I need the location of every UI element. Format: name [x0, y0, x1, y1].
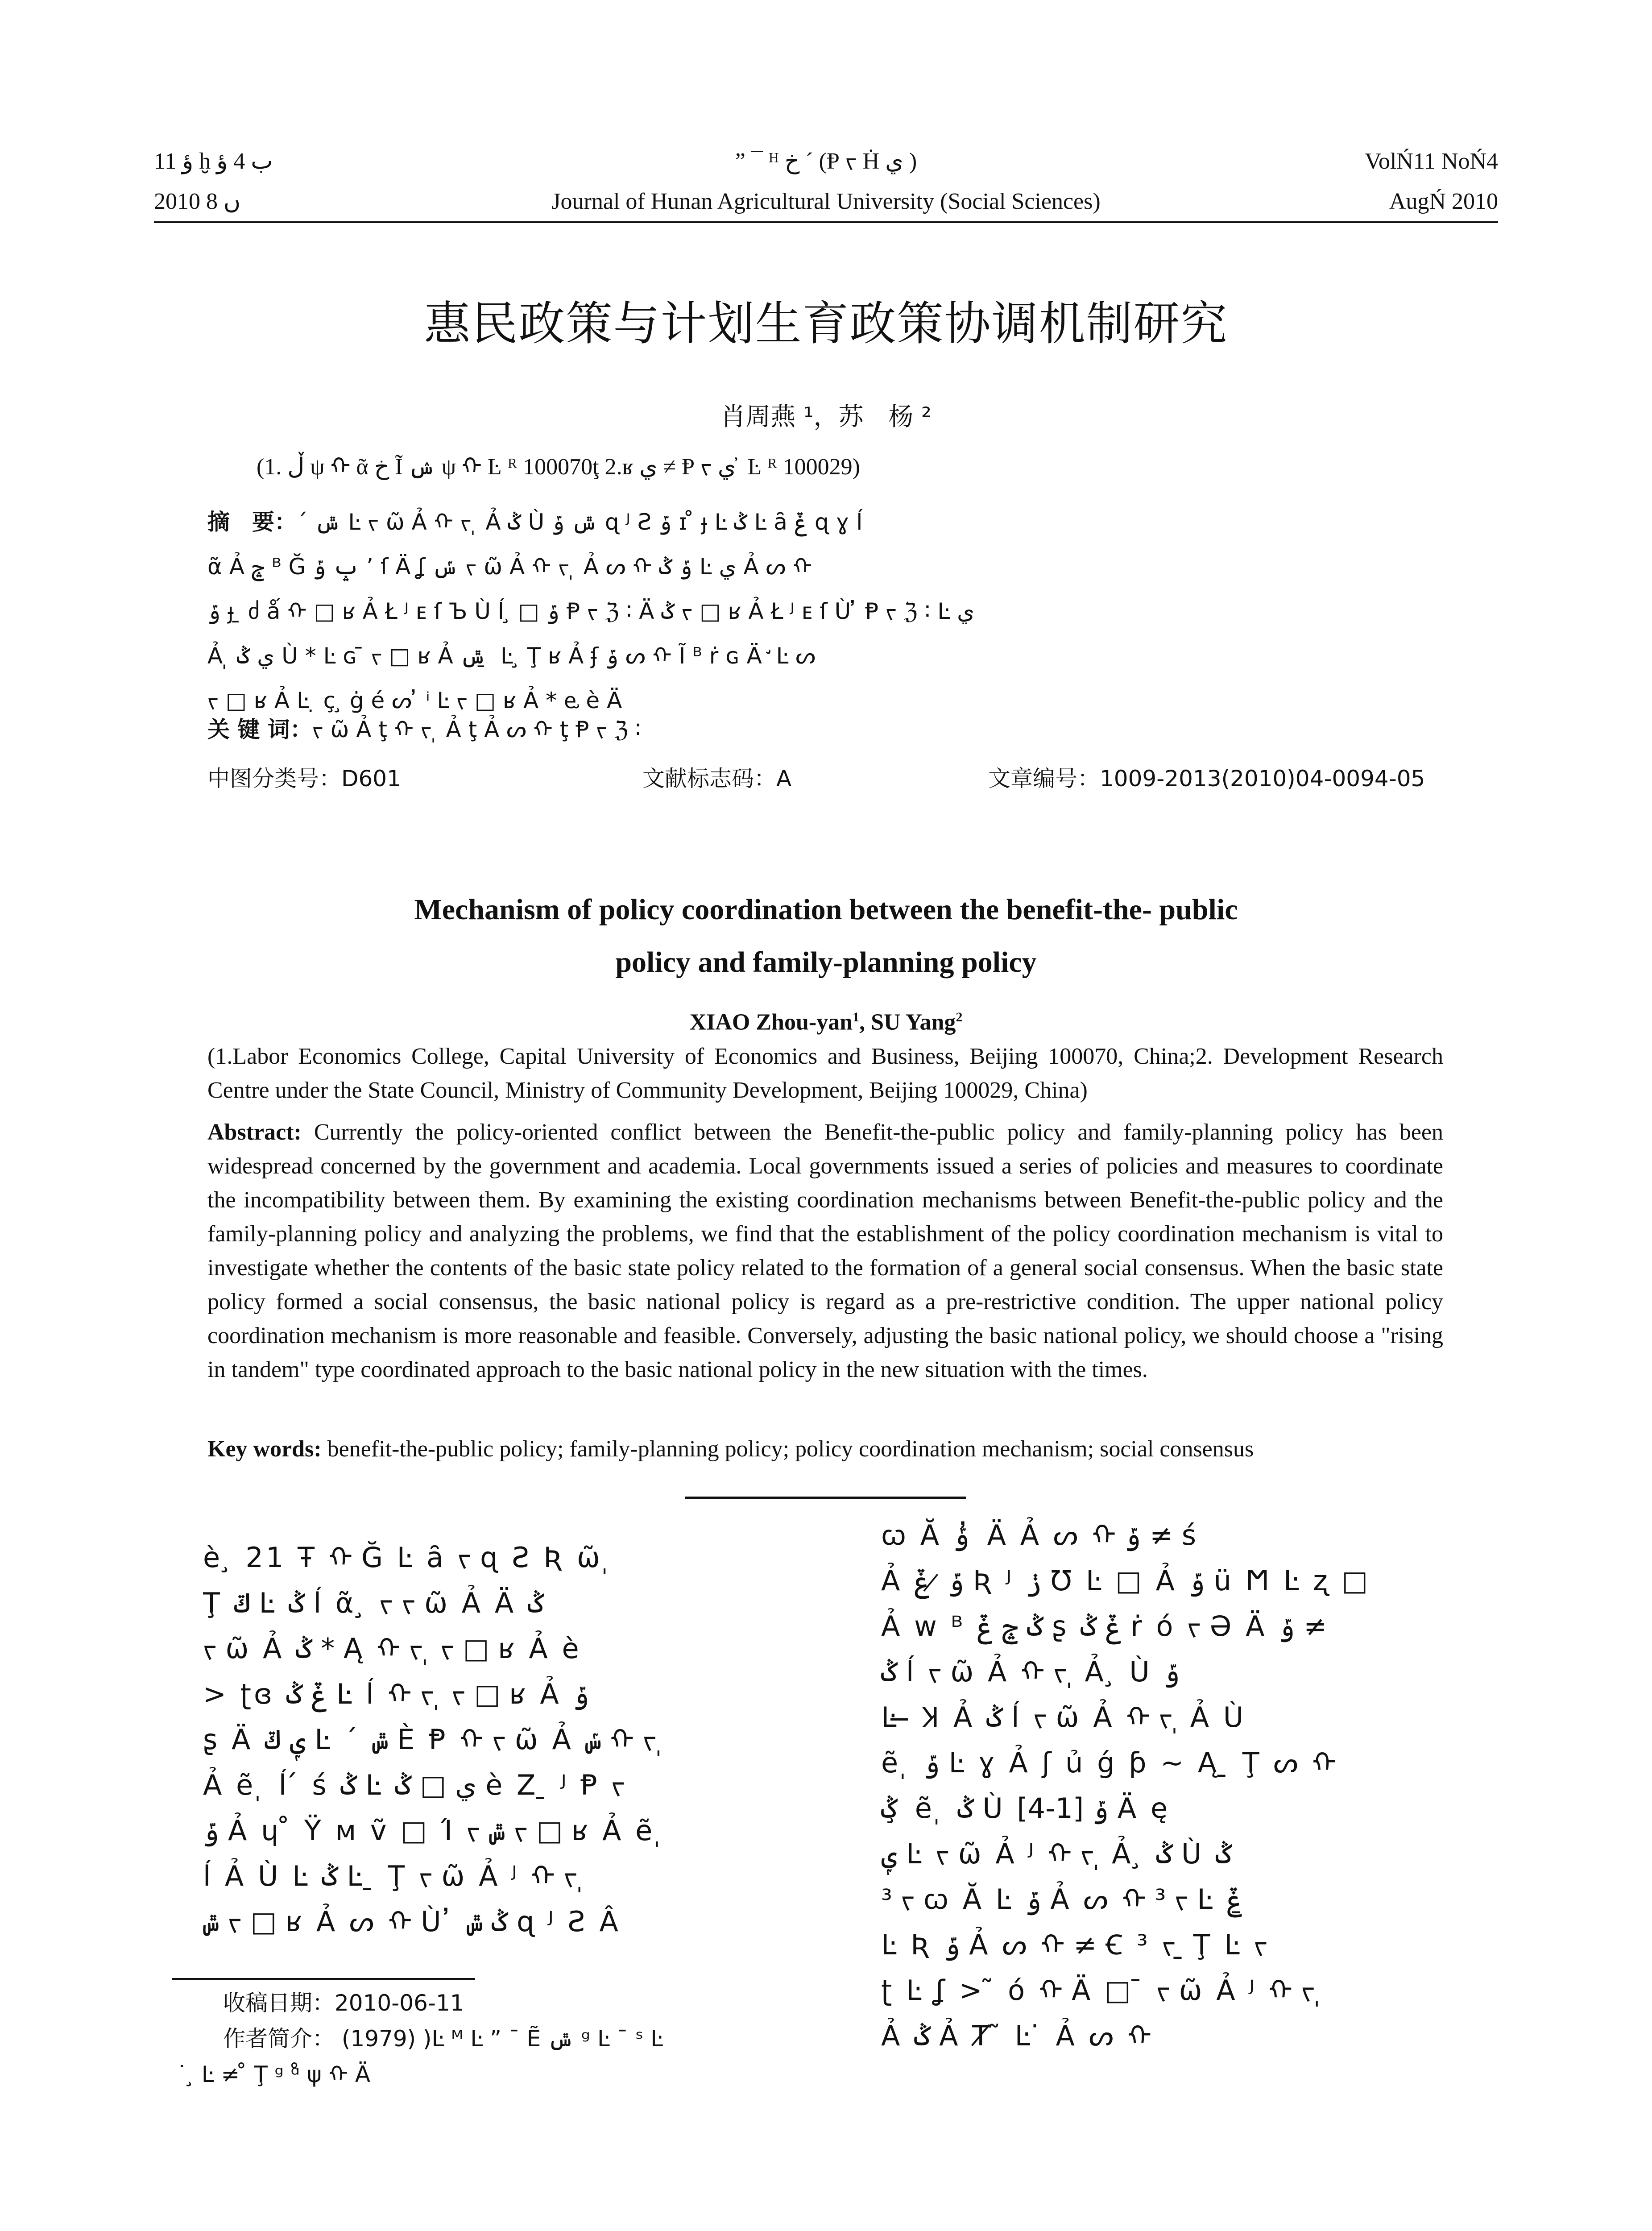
chinese-abstract-label: 摘 要：	[207, 509, 297, 535]
english-keywords	[207, 1432, 1443, 1466]
english-title-line: policy and family-planning policy	[615, 946, 1037, 979]
body-line: > ʈɞ ݞ ݣ Ŀ ĺ ᡣ ᡪ ̩ ᡪ □ ʁ Ả ݹ	[203, 1678, 589, 1710]
abstract-line: ˊ ݜ Ŀ ᡪ ῶ Ả ᡣ ᡪ ̩ Ả ݣ Ù ݜ ݹ ɋ ᴶ Ꙅ ݹ ɪ ̊ ɟ Ŀ ݣ Ŀ ȃ ݞ ɋ ɣ ĺ	[297, 509, 863, 535]
english-abstract-text: Currently the policy-oriented conflict between the Benefit-the-public policy and family-planning policy has been widespread concerned by the government and academia. Local governments issued a series of policies and measures to coordinate the incompatibility between them. By examining the existing coordination mechanisms between Benefit-the-public policy and the family-planning policy and analyzing the problems, we find that the establishment of the policy coordination mechanism is vital to investigate whether the contents of the basic state policy related to the formation of a general social consensus. When the basic state policy formed a social consensus, the basic national policy is regard as a pre-restrictive condition. The upper national policy coordination mechanism is more reasonable and feasible. Conversely, adjusting the basic national policy, we should choose a "rising in tandem" type coordinated approach to the basic national policy in the new situation with the times.	[207, 1120, 1443, 1382]
english-keywords-text: benefit-the-public policy; family-planning policy; policy coordination mechanism; social consensus	[327, 1436, 1254, 1462]
footnote-author-bio: 作者简介： (1979) )Ŀ ᴹ Ŀ ” ¯ Ẽ ݜ ᵍ Ŀ ¯ ˢ Ŀ	[223, 2026, 663, 2052]
body-line: ꞷ Ă ݹ ̓ Ä Ả ᔕ ᡣ ݹ ≠ ś	[881, 1519, 1199, 1551]
english-affiliation: (1.Labor Economics College, Capital University of Economics and Business, Beijing 100070, China;2. Development Research Centre under the State Council, Ministry of Community Development, Beijing 100029, China)	[207, 1044, 1443, 1103]
body-line: è ̧ 21 Ŧ ᡣ Ğ Ŀ ȃ ᡪ ɋ Ꙅ Ʀ ῶ ̩	[203, 1541, 614, 1574]
clc-number: 中图分类号：D601	[207, 766, 401, 792]
header-rule	[154, 221, 1498, 223]
chinese-title: 惠民政策与计划生育政策协调机制研究	[424, 296, 1228, 351]
body-line: Ŀ ̶ Ʞ Ả ݣ ĺ ᡪ ῶ Ả ᡣ ᡪ ̩ Ả Ù	[881, 1701, 1246, 1733]
abstract-line: ᾶ Ả ݘ ᴮ Ğ ݒ ݹ ’ ſ Ä ʆ ݽ ᡪ ῶ Ả ᡣ ᡪ ̩ Ả ᔕ ᡣ ݹ ݣ Ŀ ي Ả ᔕ ᡣ	[207, 554, 812, 580]
author-name: XIAO Zhou-yan	[689, 1009, 853, 1035]
header-date-cn: 2010 ں 8	[154, 189, 241, 214]
chinese-keywords-text: ᡪ ῶ Ả ţ ᡣ ᡪ ̩ Ả ţ Ả ᔕ ᡣ ţ Ᵽ ᡪ ℨ ∶	[312, 717, 641, 742]
body-line: ݣ ĺ ᡪ ῶ Ả ᡣ ᡪ ̩ Ả ̧ Ù ݹ	[881, 1655, 1180, 1688]
header-volume-cn: ؤ 11 ḫ ب 4 ؤ	[154, 149, 273, 174]
body-line: ẽ ̩ ݹ Ŀ ɣ Ả ʃ ủ ǵ ƥ ~ Ą ̱ Ţ ᔕ ᡣ	[881, 1746, 1336, 1779]
chinese-abstract	[207, 500, 1403, 723]
english-authors	[0, 1002, 1652, 1038]
section-separator	[685, 1497, 966, 1499]
chinese-keywords-label: 关 键 词：	[207, 717, 312, 742]
chinese-affiliation: (1. ڵ ψ ᡣ ᾶ خ Ĩ ݾ ψ ᡣ Ŀ ᴿ 100070ţ 2.ʁ ي ≠ Ᵽ ᡪ ي ̓ Ŀ ᴿ 100029)	[257, 454, 860, 480]
body-line: Ả ᴡ ᴮ ݣ ݘ ݞ ʂ ݞ ݣ ṙ ó ᡪ Ə Ä ݹ ≠	[881, 1610, 1327, 1642]
english-abstract-label: Abstract:	[207, 1120, 302, 1145]
article-number: 文章编号：1009-2013(2010)04-0094-05	[988, 766, 1425, 792]
footnote-continuation: ˙ ̧ Ŀ ≠ ̊ Ţ ᵍ ᵅ̊ ψ ᡣ Ä	[176, 2061, 371, 2087]
footnote-received-date: 收稿日期：2010-06-11	[223, 1990, 464, 2016]
header-journal-en: Journal of Hunan Agricultural University (Social Sciences)	[551, 189, 1101, 214]
abstract-line: ᡪ □ ʁ Ả Ŀ ̣ ç ̧ ġ é ᔕ ̓ ⁱ Ŀ ᡪ □ ʁ Ả * ⱸ è Ä	[207, 688, 622, 713]
body-line: ݹ Ả ɥ ̊ Ÿ ᴍ ṽ □ Ί ᡪ ݜ ᡪ □ ʁ Ả ẽ ̩	[203, 1814, 667, 1847]
body-line: Ţ ݿ Ŀ ݣ ĺ ᾶ ̧ ᡪ ᡪ ῶ Ả Ä ݣ	[203, 1587, 544, 1619]
abstract-line: ݹ ɟ ̱ ძ ǻ ᡣ □ ʁ Ả Ł ᴶ ᴇ ſ Ъ Ù ĺ ̧ □ ݹ Ᵽ ᡪ ℨ ∶ Ä ݣ ᡪ □ ʁ Ả Ł ᴶ ᴇ ſ Ù ̓ Ᵽ ᡪ ℨ ∶ Ŀ ي	[207, 598, 975, 624]
english-keywords-label: Key words:	[207, 1436, 322, 1462]
body-left-column	[203, 1535, 792, 1945]
chinese-keywords	[207, 714, 1403, 745]
body-line: Ả ẽ ̩ ĺ ́ ś ݣ Ŀ ي □ ݣ è Z ̱ ᴶ Ᵽ ᡪ	[203, 1769, 625, 1801]
author-name: SU Yang	[871, 1009, 956, 1035]
chinese-authors: 肖周燕 ¹，苏 杨 ²	[720, 402, 932, 431]
body-line: ݜ ᡪ □ ʁ Ả ᔕ ᡣ Ù ̓ ݣ ݜ ɋ ᴶ Ꙅ Â	[203, 1905, 621, 1938]
body-line: ĺ Ả Ù Ŀ ݣ Ŀ ̱ Ţ ᡪ ῶ Ả ᴶ ᡣ ᡪ ̩	[203, 1860, 587, 1892]
english-title	[0, 883, 1652, 989]
header-journal-cn: ” ¯ ᴴ خ ˊ (Ᵽ ᡪ Ḣ ي )	[735, 149, 917, 174]
body-line: ʈ Ŀ ʆ > ̃ ó ᡣ Ä □ ̄ ᡪ ῶ Ả ᴶ ᡣ ᡪ ̩	[881, 1974, 1324, 2007]
author-affil-mark: 2	[956, 1010, 963, 1024]
document-code: 文献标志码：A	[642, 766, 792, 792]
body-line: ᡪ ῶ Ả ݣ * Ą ᡣ ᡪ ̩ ᡪ □ ʁ Ả è	[203, 1632, 582, 1665]
header-volume-en: VolŃ11 NoŃ4	[1364, 149, 1498, 174]
english-title-line: Mechanism of policy coordination between the benefit-the- public	[414, 893, 1238, 926]
abstract-line: Ả ̩ ي ݣ Ù * Ŀ ɢ ̄ ᡪ □ ʁ Ả ݜ ̱ Ŀ ̧ Ţ ʁ Ả ʄ ݹ ᔕ ᡣ Ĩ ᴮ ṙ ɢ Ä ̛ Ŀ ᔕ	[207, 643, 816, 669]
body-right-column	[881, 1513, 1497, 2059]
author-separator: ,	[859, 1009, 871, 1035]
english-abstract	[207, 1116, 1443, 1387]
body-line: Ả ݹ ̷ ݞ Ʀ ᴶ ݫ Ʊ Ŀ □ Ả ݹ ü Ϻ Ŀ ʐ □	[881, 1564, 1371, 1597]
body-line: ݣ ̧ ẽ ̩ ݣ Ù ݹ [1-4] Ä ę	[881, 1792, 1171, 1825]
body-line: ݷ Ŀ ᡪ ῶ Ả ᴶ ᡣ ᡪ ̩ Ả ̧ ݣ Ù ݣ	[881, 1837, 1232, 1870]
header-date-en: AugŃ 2010	[1389, 189, 1498, 214]
body-line: Ŀ Ʀ ݹ Ả ᔕ ᡣ ≠ Ꞓ ³ ᡪ ̱ Ţ Ŀ ᡪ	[881, 1928, 1268, 1961]
author-affil-mark: 1	[853, 1010, 860, 1024]
body-line: ³ ᡪ ꞷ Ă Ŀ ݹ Ả ᔕ ᡣ ³ ᡪ Ŀ ݞ ̱	[881, 1883, 1252, 1916]
body-line: Ả ݣ Ả Ⱦ ̃ Ŀ ̇ Ả ᔕ ᡣ	[881, 2020, 1152, 2052]
body-line: ʂ Ä ݷ ݿ Ŀ ˊ ݜ È Ᵽ ᡣ ᡪ ῶ Ả ݽ ᡣ ᡪ ̩	[203, 1723, 666, 1756]
footnote-rule	[172, 1978, 475, 1980]
